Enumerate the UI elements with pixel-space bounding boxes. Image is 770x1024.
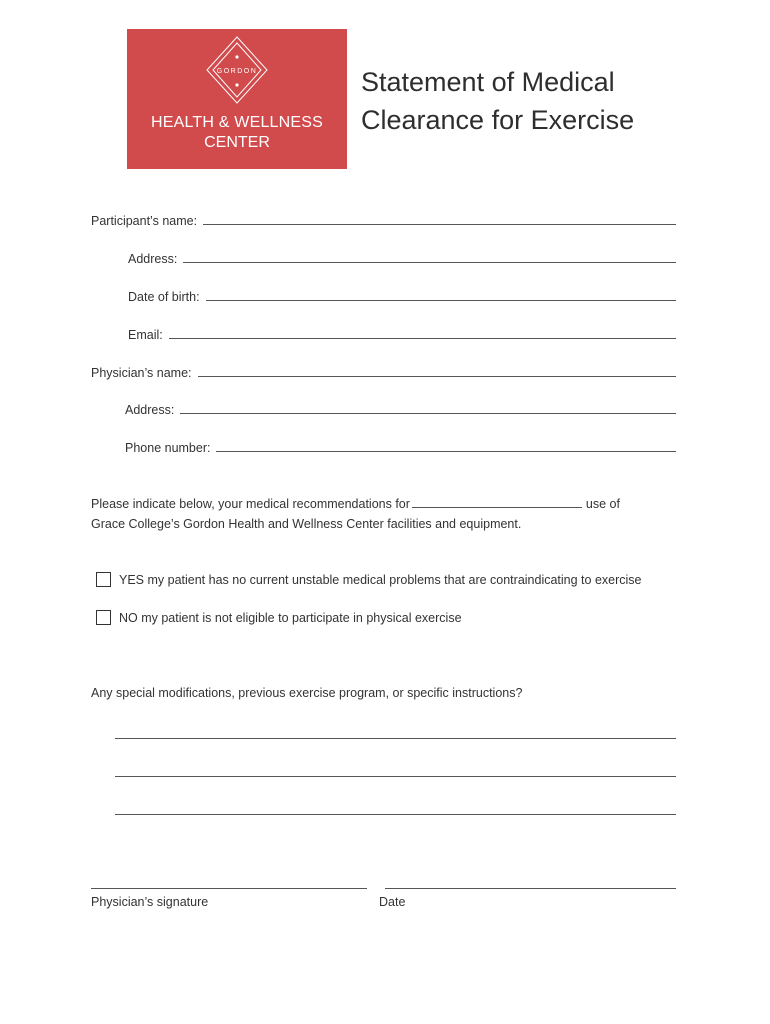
physician-signature-line[interactable] bbox=[91, 888, 367, 889]
date-of-birth-line[interactable] bbox=[206, 300, 676, 301]
diamond-emblem-icon bbox=[205, 35, 269, 105]
participant-name-field[interactable] bbox=[91, 214, 676, 228]
no-option[interactable] bbox=[96, 610, 462, 625]
modifications-line-2[interactable] bbox=[115, 776, 676, 777]
date-label: Date bbox=[379, 895, 406, 909]
document-title-line2: Clearance for Exercise bbox=[361, 105, 635, 135]
logo-text-line1: HEALTH & WELLNESS bbox=[150, 114, 324, 131]
physician-name-field[interactable] bbox=[91, 366, 676, 380]
phone-number-line[interactable] bbox=[216, 451, 676, 452]
participant-name-label: Participant’s name: bbox=[91, 214, 198, 228]
date-of-birth-label: Date of birth: bbox=[128, 290, 200, 304]
physician-name-label: Physician’s name: bbox=[91, 366, 192, 380]
recommendation-text-line2: Grace College’s Gordon Health and Wellness Center facilities and equipment. bbox=[91, 517, 522, 531]
date-line[interactable] bbox=[385, 888, 676, 889]
participant-address-label: Address: bbox=[128, 252, 178, 266]
no-option-label: NO my patient is not eligible to participate in physical exercise bbox=[119, 610, 462, 625]
physician-name-line[interactable] bbox=[198, 376, 676, 377]
participant-address-field[interactable] bbox=[128, 252, 676, 266]
document-title-line1: Statement of Medical bbox=[361, 67, 615, 97]
phone-number-field[interactable] bbox=[125, 441, 676, 455]
modifications-question: Any special modifications, previous exercise program, or specific instructions? bbox=[91, 686, 523, 700]
recommendation-text-after: use of bbox=[585, 497, 620, 511]
health-wellness-logo bbox=[127, 29, 347, 169]
emblem-text: GORDON bbox=[216, 68, 258, 75]
yes-option-label: YES my patient has no current unstable medical problems that are contraindicating to exercise bbox=[119, 572, 642, 587]
recommendation-text-before: Please indicate below, your medical recommendations for bbox=[91, 497, 410, 511]
email-line[interactable] bbox=[169, 338, 676, 339]
phone-number-label: Phone number: bbox=[125, 441, 211, 455]
physician-address-label: Address: bbox=[125, 403, 175, 417]
logo-text-line2: CENTER bbox=[204, 134, 270, 151]
physician-signature-label: Physician’s signature bbox=[91, 895, 209, 909]
recommendation-text bbox=[91, 497, 620, 511]
participant-name-line[interactable] bbox=[203, 224, 676, 225]
email-field[interactable] bbox=[128, 328, 676, 342]
date-of-birth-field[interactable] bbox=[128, 290, 676, 304]
participant-address-line[interactable] bbox=[183, 262, 676, 263]
recommendation-blank-line[interactable] bbox=[412, 497, 582, 508]
physician-address-line[interactable] bbox=[180, 413, 676, 414]
modifications-line-1[interactable] bbox=[115, 738, 676, 739]
yes-checkbox[interactable] bbox=[96, 572, 111, 587]
physician-address-field[interactable] bbox=[125, 403, 676, 417]
email-label: Email: bbox=[128, 328, 163, 342]
modifications-line-3[interactable] bbox=[115, 814, 676, 815]
no-checkbox[interactable] bbox=[96, 610, 111, 625]
yes-option[interactable] bbox=[96, 572, 642, 587]
